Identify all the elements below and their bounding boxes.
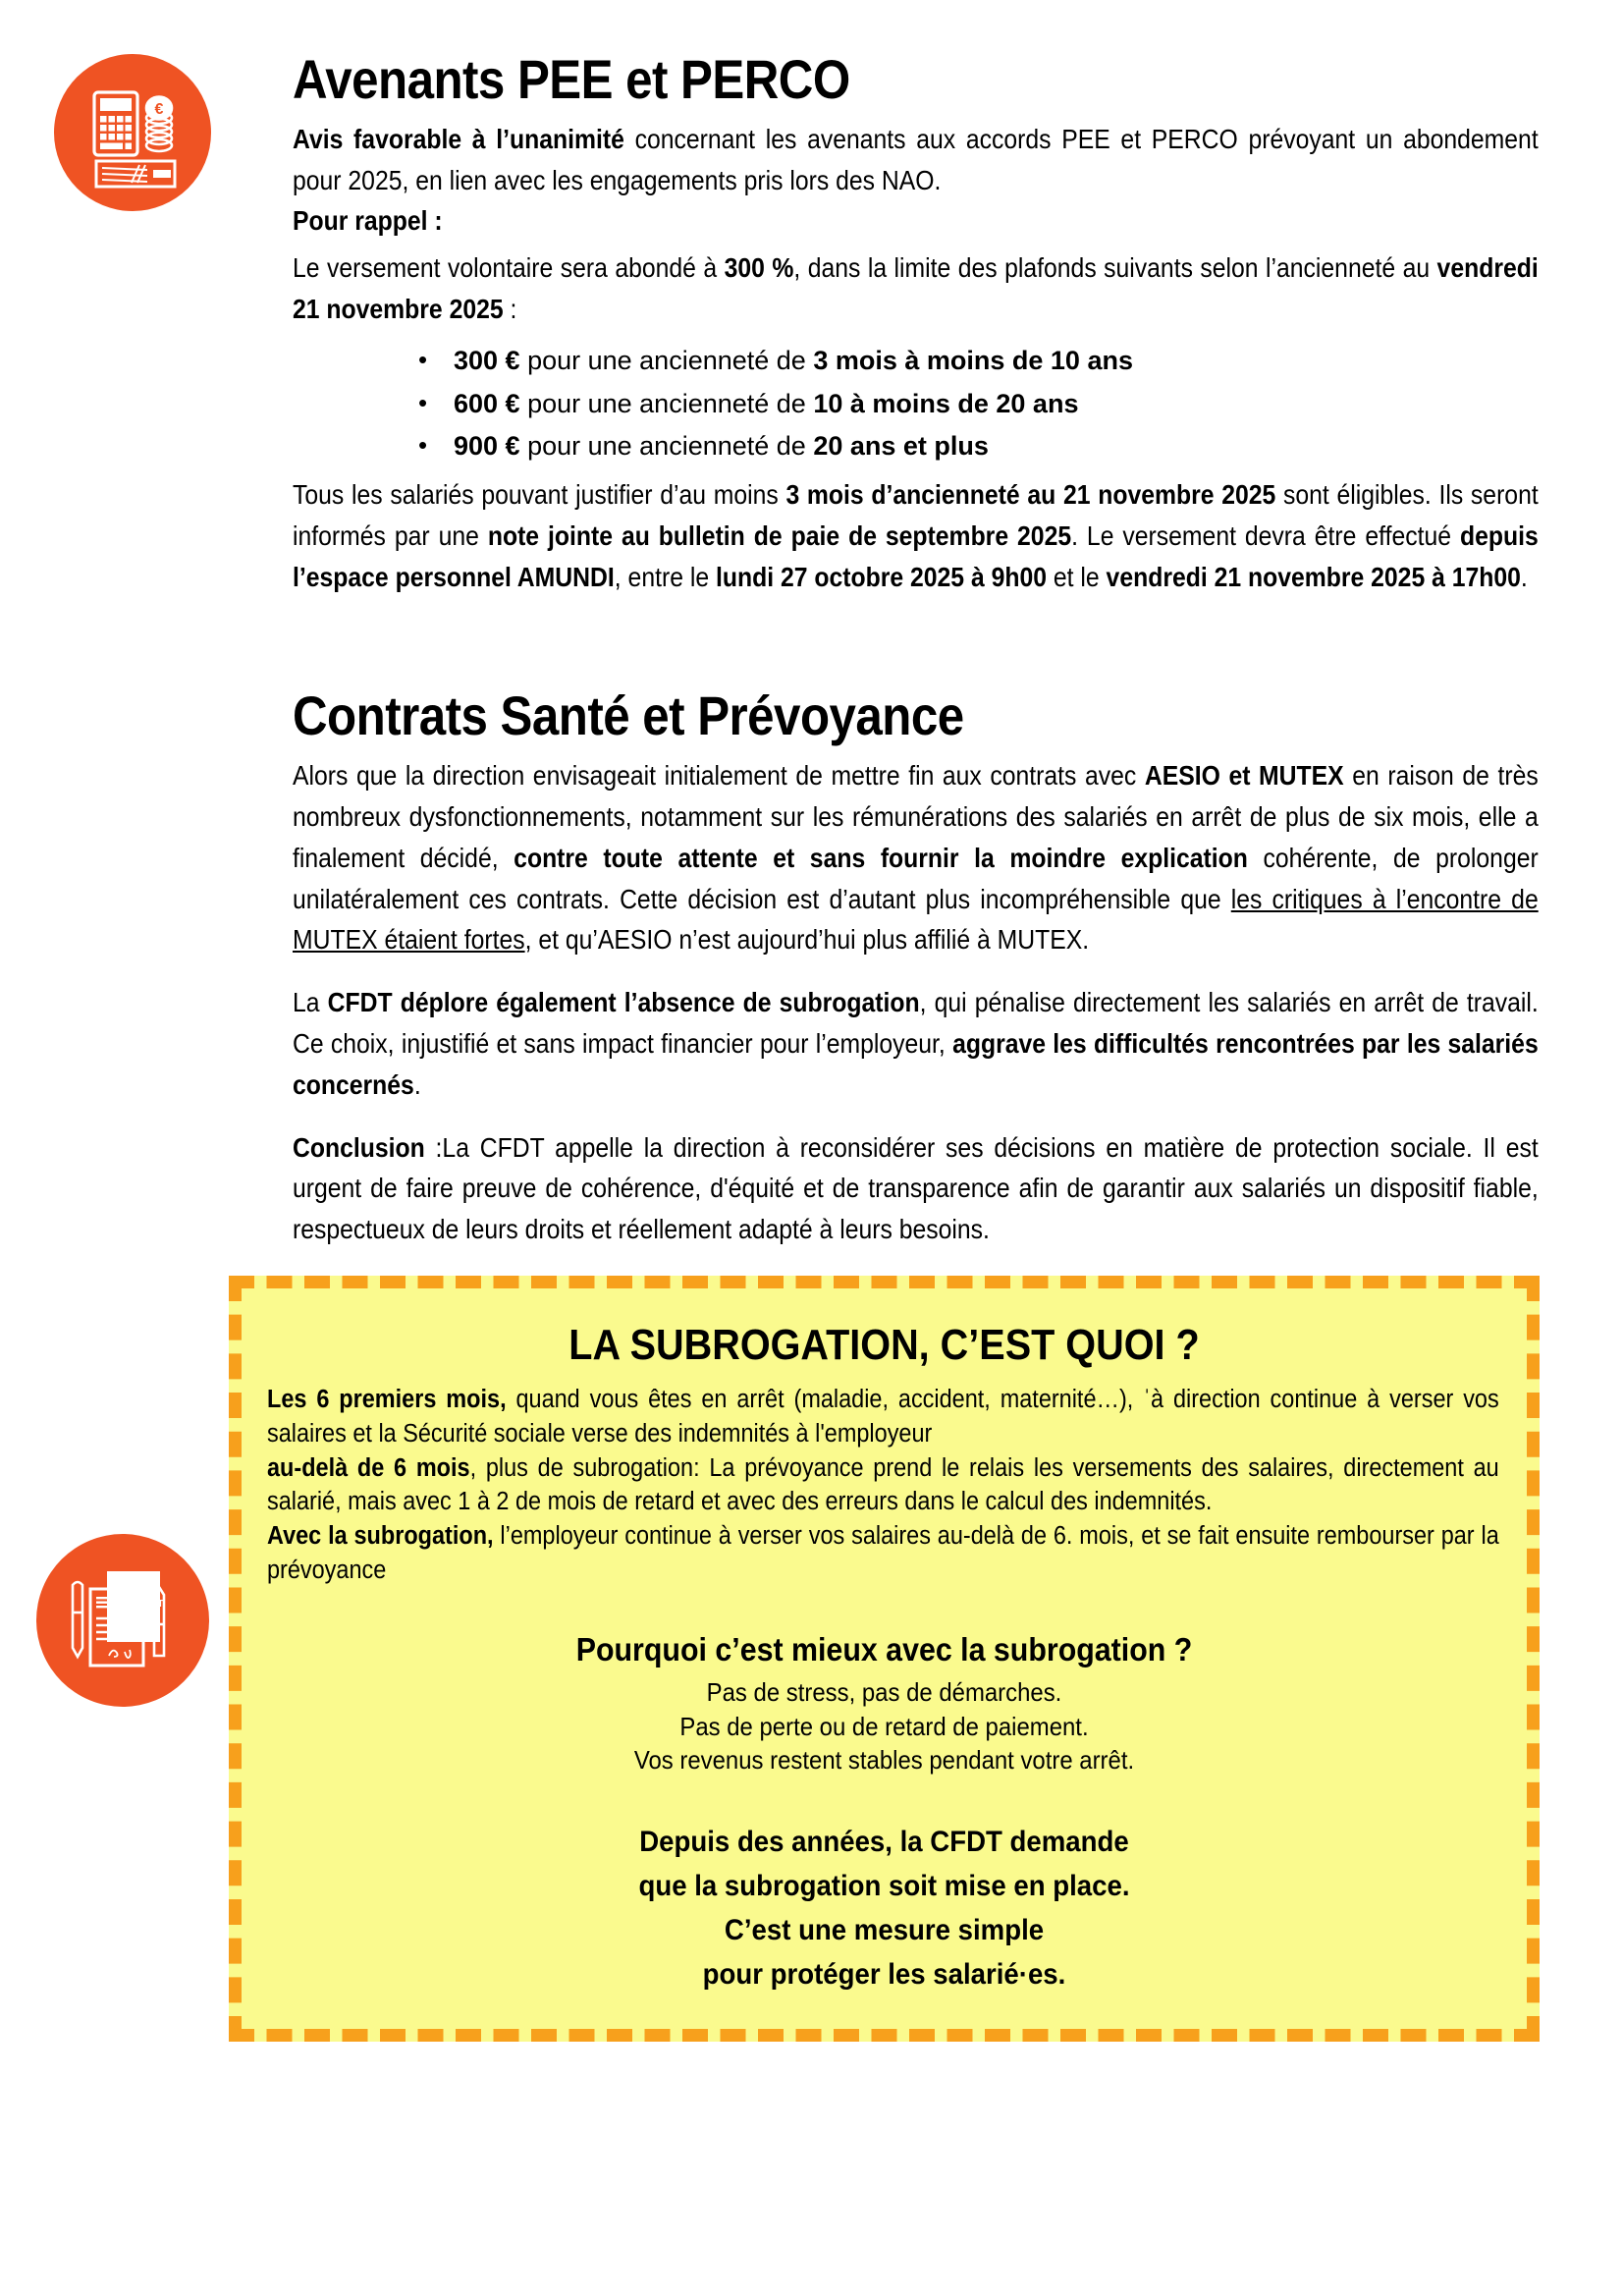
bullet-text: pour une ancienneté de [519,431,814,462]
bold-taux-abondement: 300 % [724,252,794,284]
paragraph-eligibilite [293,474,1539,597]
paragraph-direction-contrats [293,755,1539,960]
bold-les-6-premiers-mois: Les 6 premiers mois, [267,1386,507,1414]
text-first-6-months: quand vous êtes en arrêt (maladie, accident, maternité…), ˈà direction continue à verser vos salaires et la Sécurité sociale verse des indemnités à l'employeur [267,1386,1499,1448]
section-body-contrats [293,684,1540,1250]
text-elig-2: sont éligibles. Ils seront informés par une [293,478,1539,551]
plafonds-list [293,340,1540,468]
text-elig-4: , entre le [614,561,716,592]
text-cfdt-3: . [413,1068,421,1100]
bold-date-debut: lundi 27 octobre 2025 à 9h00 [715,561,1048,592]
contract-pen-pencil-icon [36,1534,209,1707]
bold-au-dela-6-mois: au-delà de 6 mois [267,1453,470,1482]
subrogation-para-with-subrogation [267,1519,1499,1587]
bullet-amount: 300 € [454,345,520,375]
subrogation-why-better-subtitle: Pourquoi c’est mieux avec la subrogation ? [575,1631,1193,1668]
text-elig-5: et le [1047,561,1107,592]
list-item [412,425,1540,468]
paragraph-conclusion [293,1127,1539,1250]
text-with-subrogation: l’employeur continue à verser vos salaires au-delà de 6. mois, et se fait ensuite rembourser par la prévoyance [267,1522,1499,1584]
paragraph-cfdt-deplore [293,982,1539,1105]
bold-espace-amundi: depuis l’espace personnel AMUNDI [293,519,1539,592]
underline-critiques-mutex: les critiques à l’encontre de MUTEX étaient fortes [293,883,1539,956]
bullet-amount: 900 € [454,431,520,462]
text-elig-6: . [1520,561,1528,592]
text-avis-rest: concernant les avenants aux accords PEE et PERCO prévoyant un abondement pour 2025, en lien avec les engagements pris lors des NAO. [293,123,1539,195]
text-elig-1: Tous les salariés pouvant justifier d’au moins [293,478,786,510]
bullet-bold-tail: 20 ans et plus [813,431,989,462]
bold-date-limite: vendredi 21 novembre 2025 [293,252,1539,324]
benefit-line: Vos revenus restent stables pendant votre arrêt. [633,1745,1135,1776]
bold-avis-favorable: Avis favorable à l’unanimité [293,123,624,154]
text-cfdt-1: La [293,987,328,1018]
svg-text:€: € [154,101,164,118]
bullet-text: pour une ancienneté de [519,345,814,375]
bold-aesio-mutex: AESIO et MUTEX [1144,760,1344,792]
list-item [412,383,1540,426]
cfdt-callout-line: Depuis des années, la CFDT demande [639,1825,1129,1858]
bullet-bold-tail: 10 à moins de 20 ans [813,388,1079,418]
contract-document-label: CONTRAT [114,1598,164,1611]
paragraph-avis-favorable [293,119,1539,242]
text-conclusion: :La CFDT appelle la direction à reconsidérer ses décisions en matière de protection sociale. Il est urgent de faire preuve de cohérence, d'équité et de transparence afin de garantir aux salariés un dispositif fiable, respectueux de leurs droits et réellement adapté à leurs besoins. [293,1131,1539,1245]
text-beyond-6-months: , plus de subrogation: La prévoyance prend le relais les versements des salaires, directement au salarié, mais avec 1 à 2 de mois de retard et avec des erreurs dans le calcul des indemnités. [267,1453,1499,1516]
subrogation-para-beyond-6-months [267,1451,1499,1519]
bold-conclusion-label: Conclusion [293,1131,425,1163]
bullet-text: pour une ancienneté de [519,388,814,418]
bullet-amount: 600 € [454,388,520,418]
bold-note-bulletin: note jointe au bulletin de paie de septembre 2025 [487,519,1072,551]
section-spacer [0,603,1623,687]
text-versement-1: Le versement volontaire sera abondé à [293,252,725,284]
cfdt-callout-line: pour protéger les salarié·es. [702,1957,1066,1991]
bullet-bold-tail: 3 mois à moins de 10 ans [813,345,1133,375]
cfdt-callout-line: C’est une mesure simple [724,1913,1045,1946]
section-avenants-pee-perco [0,0,1623,597]
bold-anciennete-condition: 3 mois d’ancienneté au 21 novembre 2025 [785,478,1276,510]
paragraph-versement-abonde [293,247,1539,330]
text-elig-3: . Le versement devra être effectué [1071,519,1460,551]
text-contrats-4: , et qu’AESIO n’est aujourd’hui plus affilié à MUTEX. [524,924,1090,956]
page-title-contrats: Contrats Santé et Prévoyance [293,684,964,747]
text-contrats-3: cohérente, de prolonger unilatéralement ces contrats. Cette décision est d’autant plus incompréhensible que [293,842,1539,914]
bold-absence-subrogation: CFDT déplore également l’absence de subrogation [327,987,920,1018]
text-contrats-2: en raison de très nombreux dysfonctionnements, notamment sur les rémunérations des salariés en arrêt de plus de six mois, elle a finalement décidé, [293,760,1539,873]
subrogation-para-first-6-months [267,1383,1499,1450]
list-item [412,340,1540,383]
page-title-avenants: Avenants PEE et PERCO [293,48,850,110]
subrogation-box-title: LA SUBROGATION, C’EST QUOI ? [568,1320,1200,1369]
bold-avec-la-subrogation: Avec la subrogation, [267,1522,494,1551]
benefit-line: Pas de stress, pas de démarches. [706,1676,1062,1707]
text-contrats-1: Alors que la direction envisageait initialement de mettre fin aux contrats avec [293,760,1145,792]
cfdt-callout-line: que la subrogation soit mise en place. [638,1869,1130,1902]
bold-contre-toute-attente: contre toute attente et sans fournir la moindre explication [514,842,1248,873]
benefit-line: Pas de perte ou de retard de paiement. [679,1711,1089,1741]
subrogation-callout-box [229,1276,1540,2042]
bold-date-fin: vendredi 21 novembre 2025 à 17h00 [1106,561,1521,592]
text-versement-2: , dans la limite des plafonds suivants selon l’ancienneté au [793,252,1437,284]
section-body-avenants [293,48,1540,597]
label-pour-rappel: Pour rappel : [293,205,443,237]
calculator-coins-cheque-icon [54,54,211,211]
text-versement-3: : [503,293,517,324]
text-cfdt-2: , qui pénalise directement les salariés en arrêt de travail. Ce choix, injustifié et sans impact financier pour l’employeur, [293,987,1539,1059]
bold-aggrave-difficultes: aggrave les difficultés rencontrées par les salariés concernés [293,1027,1539,1100]
